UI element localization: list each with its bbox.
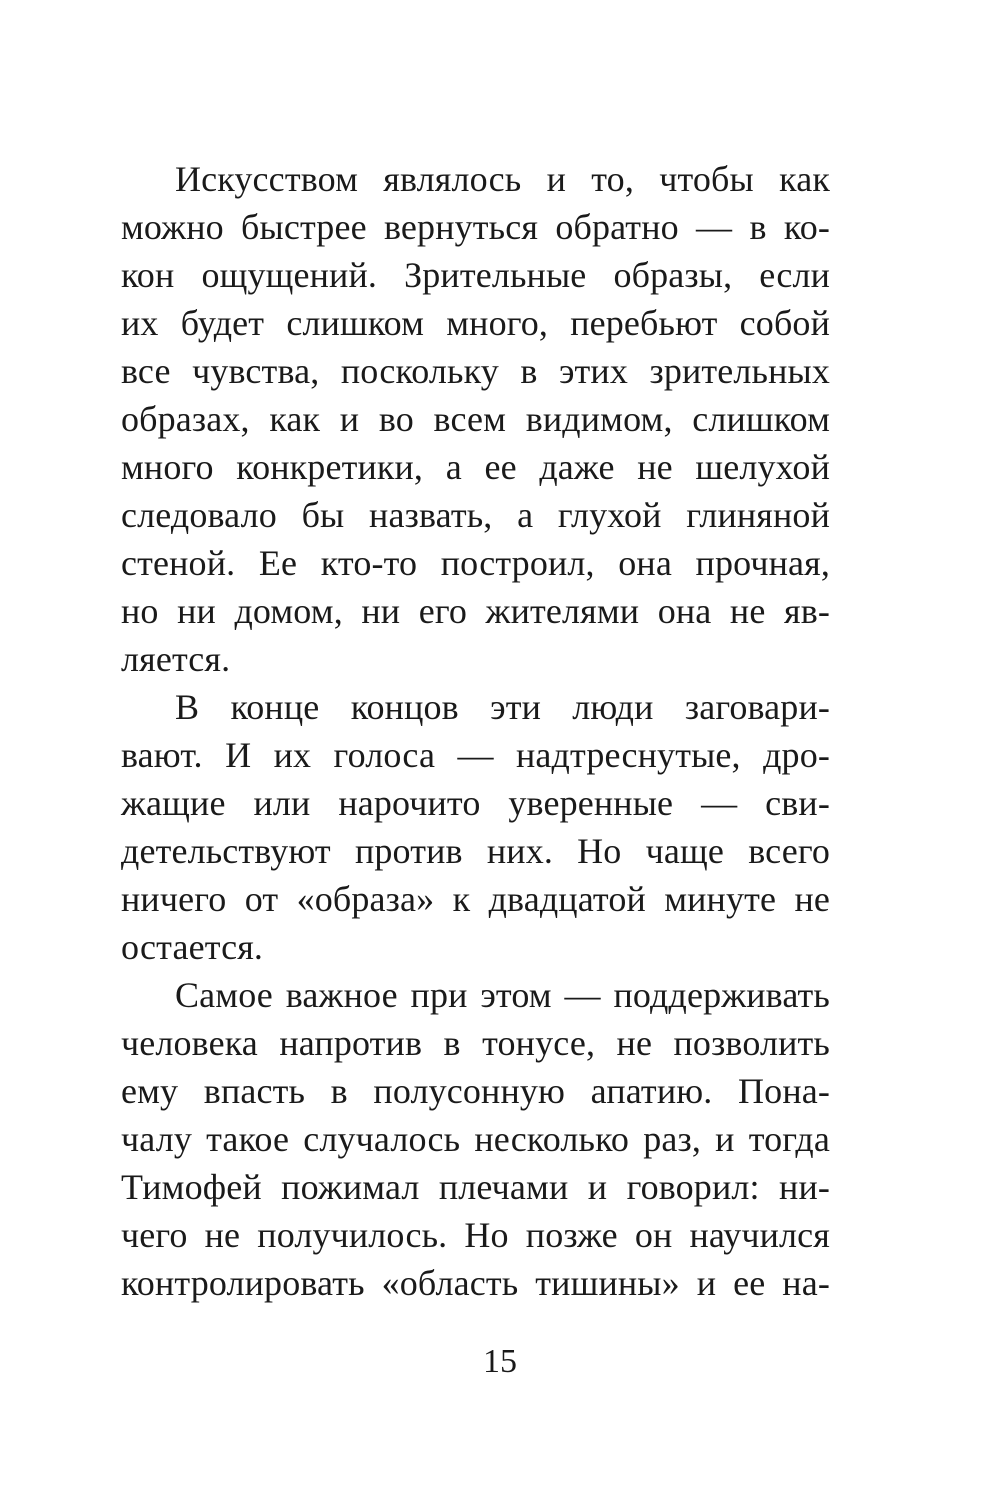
text-line: можно быстрее вернуться обратно — в ко- — [121, 207, 830, 247]
page-body — [121, 155, 830, 1307]
text-line: кон ощущений. Зрительные образы, если — [121, 255, 830, 295]
text-line: следовало бы назвать, а глухой глиняной — [121, 495, 830, 535]
text-line: стеной. Ее кто-то построил, она прочная, — [121, 543, 830, 583]
text-line: ляется. — [121, 639, 231, 679]
text-line: чего не получилось. Но позже он научился — [121, 1215, 830, 1255]
paragraph-1 — [121, 155, 830, 683]
text-line: ничего от «образа» к двадцатой минуте не — [121, 879, 830, 919]
page-number: 15 — [483, 1343, 517, 1380]
text-line: много конкретики, а ее даже не шелухой — [121, 447, 830, 487]
text-line: чалу такое случалось несколько раз, и тогда — [121, 1119, 830, 1159]
text-line: их будет слишком много, перебьют собой — [121, 303, 830, 343]
paragraph-2 — [121, 683, 830, 971]
text-line: образах, как и во всем видимом, слишком — [121, 399, 830, 439]
text-line: вают. И их голоса — надтреснутые, дро- — [121, 735, 830, 775]
text-line: жащие или нарочито уверенные — сви- — [121, 783, 830, 823]
text-line: Тимофей пожимал плечами и говорил: ни- — [121, 1167, 830, 1207]
text-line: все чувства, поскольку в этих зрительных — [121, 351, 830, 391]
text-line: Самое важное при этом — поддерживать — [175, 975, 830, 1015]
text-line: Искусством являлось и то, чтобы как — [175, 159, 830, 199]
paragraph-3 — [121, 971, 830, 1307]
text-line: остается. — [121, 927, 264, 967]
text-line: ему впасть в полусонную апатию. Пона- — [121, 1071, 830, 1111]
text-line: контролировать «область тишины» и ее на- — [121, 1263, 830, 1303]
text-line: В конце концов эти люди заговари- — [175, 687, 830, 727]
text-line: но ни домом, ни его жителями она не яв- — [121, 591, 830, 631]
text-line: детельствуют против них. Но чаще всего — [121, 831, 830, 871]
text-line: человека напротив в тонусе, не позволить — [121, 1023, 830, 1063]
